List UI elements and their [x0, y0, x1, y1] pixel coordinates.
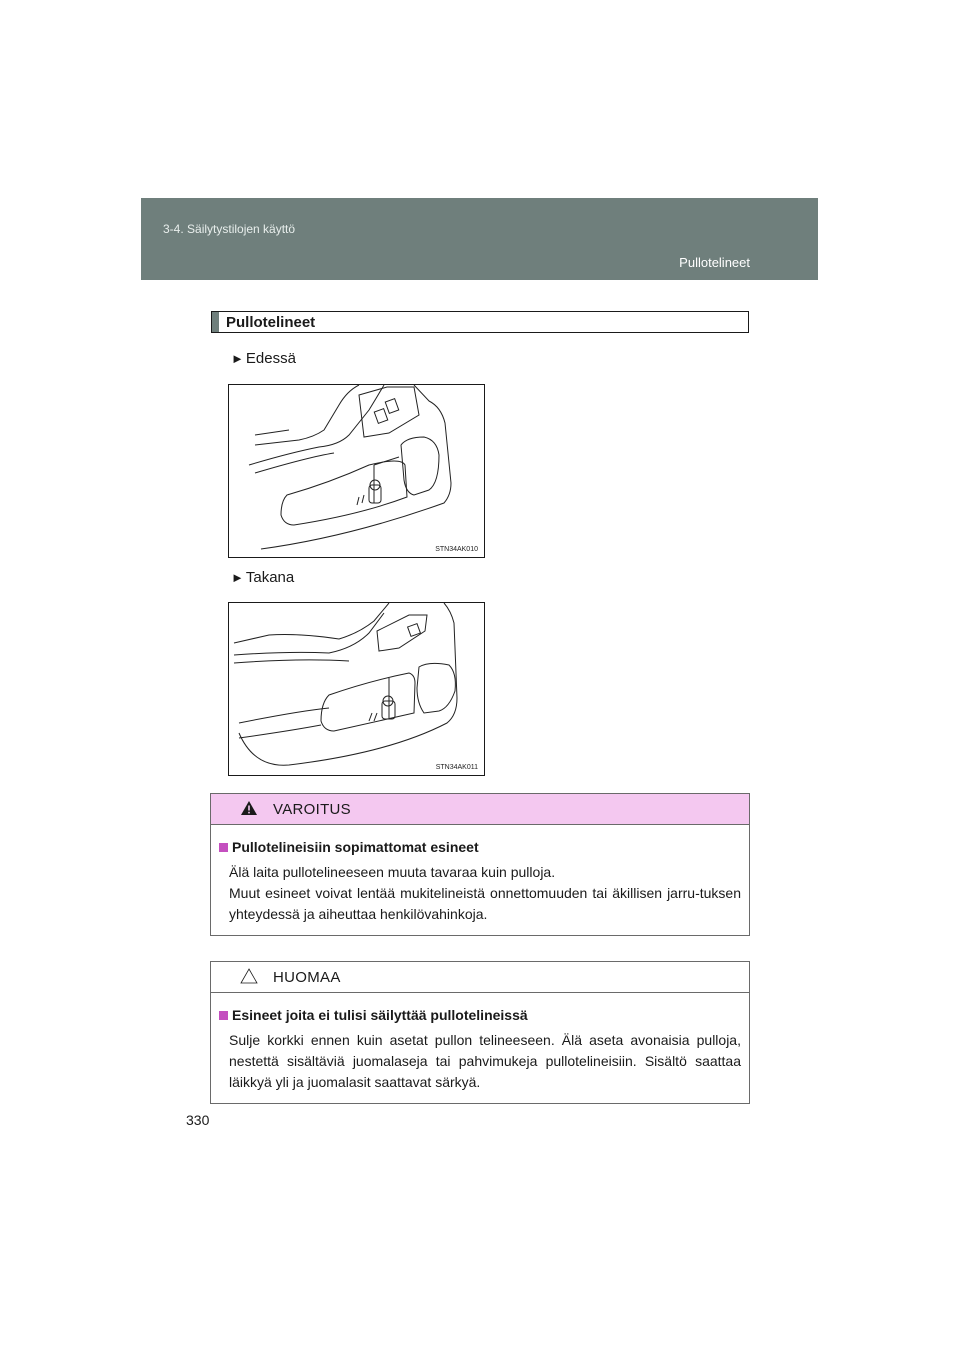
rear-label: Takana	[245, 569, 295, 586]
bullet-icon	[219, 1011, 228, 1020]
page-number: 330	[186, 1112, 210, 1128]
caution-icon	[240, 968, 258, 984]
warning-box	[210, 793, 750, 936]
section-title: Pullotelineet	[226, 314, 316, 331]
rear-heading	[231, 569, 294, 586]
section-title-bar	[211, 311, 749, 333]
rear-door-illustration	[228, 602, 485, 776]
notice-body	[211, 993, 749, 1093]
warning-header	[211, 794, 749, 825]
warning-item-title: Pullotelineisiin sopimattomat esineet	[219, 837, 741, 858]
front-door-illustration	[228, 384, 485, 558]
image-code: STN34AK011	[435, 764, 478, 771]
warning-text-1: Älä laita pullotelineeseen muuta tavaraa kuin pulloja.	[229, 864, 556, 880]
warning-text-2: Muut esineet voivat lentää mukitelineistä onnettomuuden tai äkillisen jarru-tuksen yhteydessä ja aiheuttaa henkilövahinkoja.	[229, 885, 741, 922]
warning-label: VAROITUS	[273, 801, 351, 818]
notice-label: HUOMAA	[273, 969, 341, 986]
front-door-drawing	[229, 385, 484, 557]
bullet-icon	[219, 843, 228, 852]
chapter-section: 3-4. Säilytystilojen käyttö	[163, 222, 296, 236]
front-label: Edessä	[245, 350, 296, 367]
warning-icon	[240, 800, 258, 816]
notice-header	[211, 962, 749, 993]
notice-text: Sulje korkki ennen kuin asetat pullon telineeseen. Älä aseta avonaisia pulloja, nestettä sisältäviä juomalaseja tai pahvimukeja pullotelineisiin. Sisältö saattaa läikkyä yli ja juomalasit saattavat särkyä.	[229, 1032, 741, 1090]
section-accent	[212, 312, 219, 332]
page-header	[141, 198, 818, 280]
warning-body	[211, 825, 749, 925]
notice-box	[210, 961, 750, 1104]
image-code: STN34AK010	[435, 546, 478, 553]
notice-item-title: Esineet joita ei tulisi säilyttää pullotelineissä	[219, 1005, 741, 1026]
arrow-icon: ►	[231, 351, 244, 366]
rear-door-drawing	[229, 603, 484, 775]
front-heading	[231, 350, 296, 367]
arrow-icon: ►	[231, 570, 244, 585]
header-topic: Pullotelineet	[679, 255, 750, 270]
